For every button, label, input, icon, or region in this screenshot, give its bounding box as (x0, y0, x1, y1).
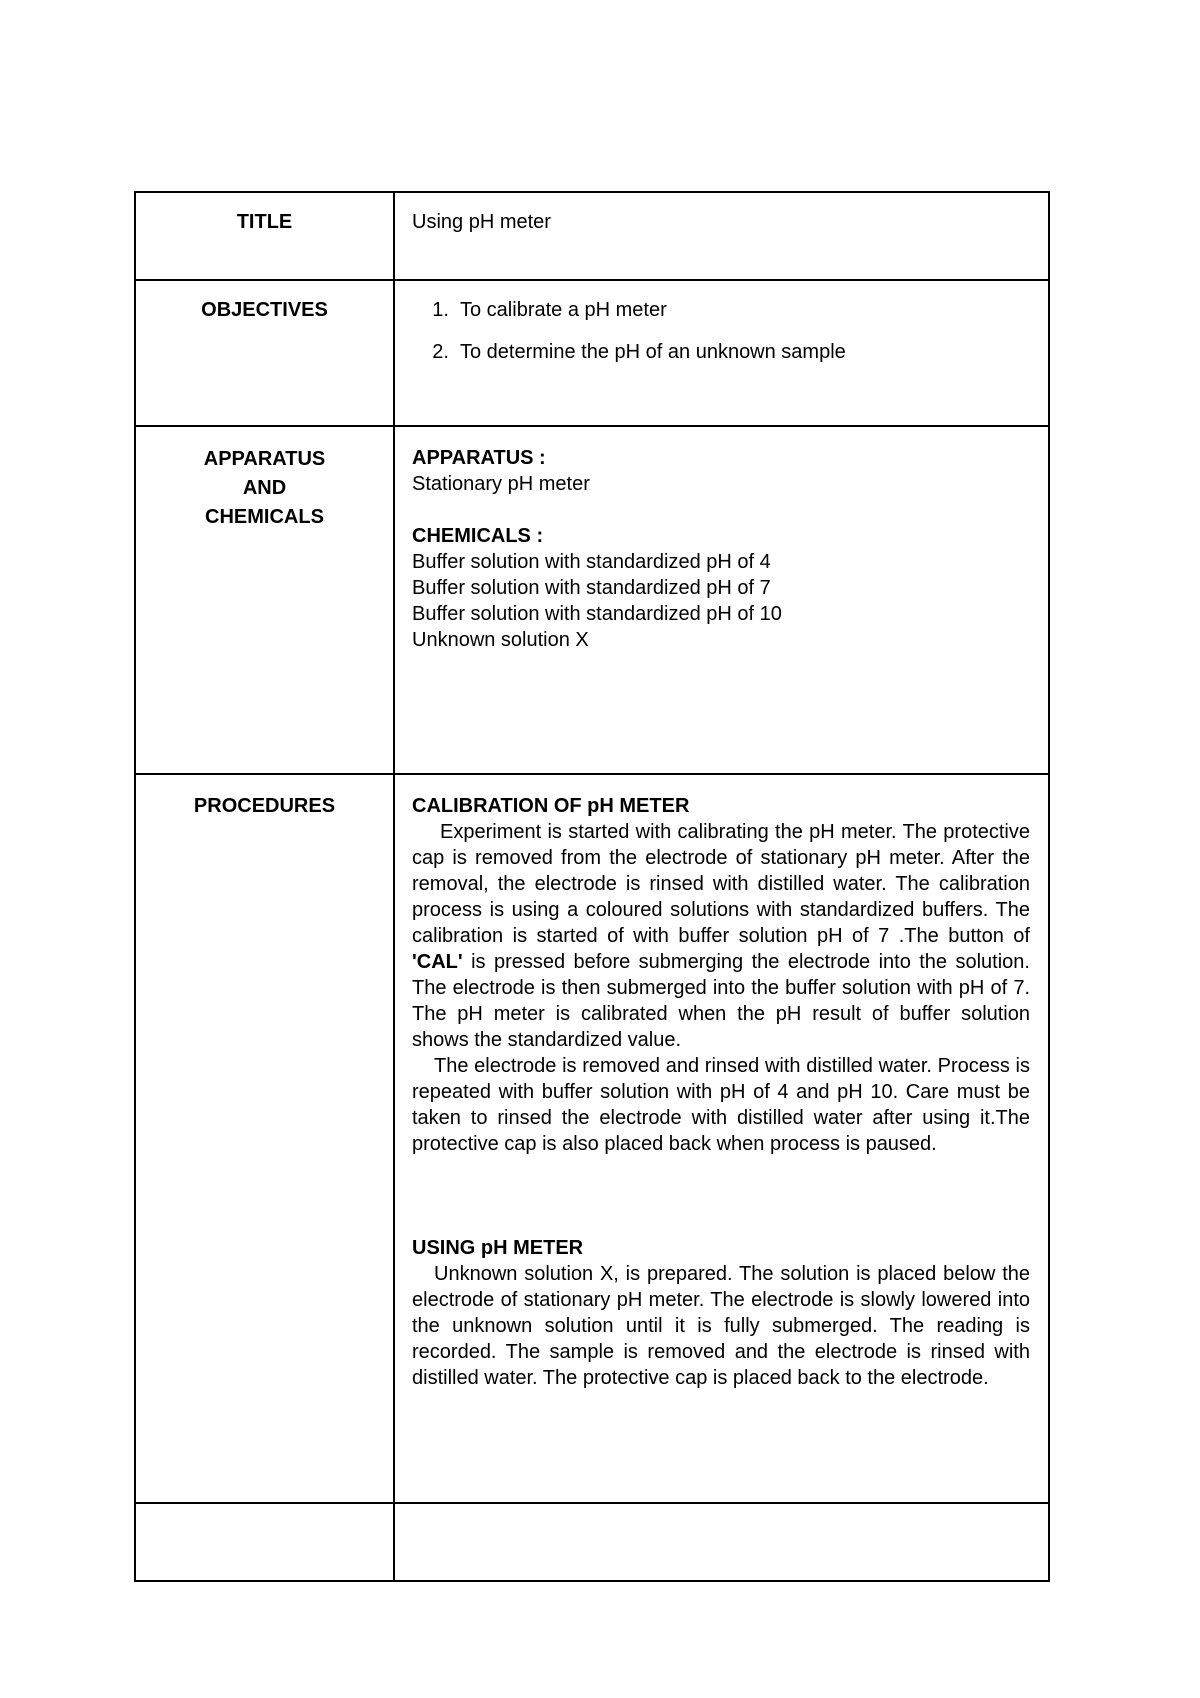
chemicals-heading: CHEMICALS : (412, 525, 544, 547)
calibration-text-after: is pressed before submerging the electrode into the solution. The electrode is then submerged into the buffer solution with pH of 7. The pH meter is calibrated when the pH result of buffer solution shows the standardized value. (412, 951, 1030, 1051)
title-label: TITLE (135, 192, 394, 280)
chemical-item: Buffer solution with standardized pH of 7 (412, 577, 771, 599)
apparatus-label-line: AND (242, 477, 287, 499)
objectives-content (394, 280, 1049, 426)
using-heading: USING pH METER (412, 1237, 584, 1259)
calibration-text-before: Experiment is started with calibrating the pH meter. The protective cap is removed from the electrode of stationary pH meter. After the removal, the electrode is rinsed with distilled water. The calibration process is using a coloured solutions with standardized buffers. The calibration is started of with buffer solution pH of 7 .The button of (412, 821, 1030, 947)
procedures-content (394, 774, 1049, 1503)
objective-item: 2. To determine the pH of an unknown sample (460, 339, 1030, 365)
using-paragraph (412, 1261, 1030, 1391)
calibration-paragraph-2 (412, 1053, 1030, 1157)
title-row (135, 192, 1049, 280)
apparatus-item: Stationary pH meter (412, 473, 590, 495)
cal-button-name: 'CAL' (412, 951, 463, 973)
calibration-paragraph-1 (412, 819, 1030, 1053)
calibration-heading: CALIBRATION OF pH METER (412, 795, 690, 817)
title-value: Using pH meter (394, 192, 1049, 280)
empty-row (135, 1503, 1049, 1581)
apparatus-content (394, 426, 1049, 774)
objectives-label: OBJECTIVES (135, 280, 394, 426)
chemical-item: Buffer solution with standardized pH of 10 (412, 603, 782, 625)
empty-content-cell (394, 1503, 1049, 1581)
empty-label-cell (135, 1503, 394, 1581)
calibration-text-2: The electrode is removed and rinsed with distilled water. Process is repeated with buffer solution with pH of 4 and pH 10. Care must be taken to rinsed the electrode with distilled water after using it.The protective cap is also placed back when process is paused. (412, 1055, 1030, 1155)
chemical-item: Buffer solution with standardized pH of 4 (412, 551, 771, 573)
objectives-list (412, 297, 1030, 365)
apparatus-label-line: APPARATUS (203, 448, 326, 470)
chemical-item: Unknown solution X (412, 629, 589, 651)
apparatus-label-line: CHEMICALS (205, 506, 324, 528)
procedures-label: PROCEDURES (135, 774, 394, 1503)
lab-report-table (134, 191, 1050, 1582)
objective-item: 1. To calibrate a pH meter (460, 297, 1030, 323)
using-text: Unknown solution X, is prepared. The solution is placed below the electrode of stationary pH meter. The electrode is slowly lowered into the unknown solution until it is fully submerged. The reading is recorded. The sample is removed and the electrode is rinsed with distilled water. The protective cap is placed back to the electrode. (412, 1263, 1030, 1389)
objectives-row (135, 280, 1049, 426)
apparatus-heading: APPARATUS : (412, 447, 546, 469)
apparatus-row (135, 426, 1049, 774)
apparatus-label (135, 426, 394, 774)
procedures-row (135, 774, 1049, 1503)
